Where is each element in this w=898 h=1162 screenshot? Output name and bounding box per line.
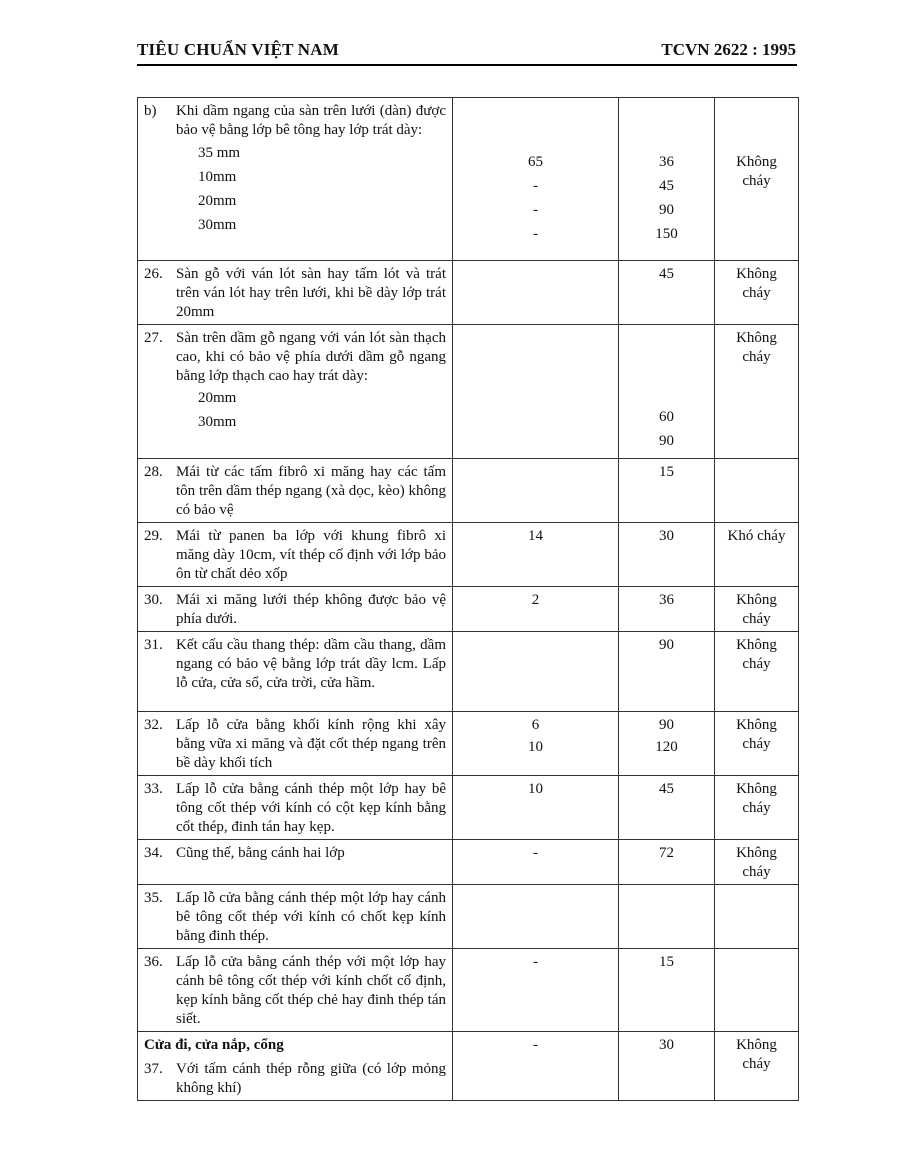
- item-number: 37.: [144, 1061, 163, 1077]
- item-number: 27.: [144, 330, 163, 346]
- table-row: [138, 523, 799, 587]
- description-cell: [138, 325, 453, 459]
- flammability-cell: Không cháy: [715, 587, 799, 632]
- flammability-cell: Khó cháy: [715, 523, 799, 587]
- table-row: [138, 632, 799, 712]
- item-text: Khi dầm ngang của sàn trên lưới (dàn) được bảo vệ bằng lớp bê tông hay lớp trát dày:: [176, 103, 446, 138]
- table-row: [138, 885, 799, 949]
- flammability-cell: Không cháy: [715, 840, 799, 885]
- value-cell: 72: [619, 840, 715, 885]
- table-row: [138, 1032, 799, 1101]
- flammability-cell: Không cháy: [715, 632, 799, 712]
- header-title: TIÊU CHUẨN VIỆT NAM: [137, 40, 340, 59]
- header-rule: [137, 64, 797, 66]
- value-cell: 15: [619, 949, 715, 1032]
- item-number: 34.: [144, 845, 163, 861]
- description-cell: [138, 885, 453, 949]
- table-row: [138, 261, 799, 325]
- table-row: [138, 840, 799, 885]
- value-cell: 90: [619, 632, 715, 712]
- item-number: 26.: [144, 266, 163, 282]
- item-number: 31.: [144, 637, 163, 653]
- table-row: [138, 712, 799, 776]
- value-cell: 36: [619, 587, 715, 632]
- value: 10: [528, 739, 543, 755]
- value: 150: [655, 226, 678, 242]
- value: 90: [659, 717, 674, 733]
- description-cell: [138, 1032, 453, 1101]
- value-cell: [453, 885, 619, 949]
- item-text: Mái từ các tấm fibrô xi măng hay các tấm tôn trên dầm thép ngang (xà dọc, kèo) không có bảo vệ: [176, 464, 446, 518]
- value-cell: [453, 712, 619, 776]
- sub-item: 30mm: [198, 217, 237, 233]
- item-text: Mái từ panen ba lớp với khung fibrô xi măng dày 10cm, vít thép cố định với lớp bảo ôn từ chất dẻo xốp: [176, 528, 446, 582]
- value: 60: [659, 409, 674, 425]
- value-cell: [453, 261, 619, 325]
- item-text: Sàn trên dầm gỗ ngang với ván lót sàn thạch cao, khi có bảo vệ phía dưới dầm gỗ ngang bằng lớp thạch cao hay trát dày:: [176, 330, 446, 384]
- value-cell: 2: [453, 587, 619, 632]
- flammability-cell: [715, 949, 799, 1032]
- item-text: Sàn gỗ với ván lót sàn hay tấm lót và trát trên ván lót hay trên lưới, khi bề dày lớp trát 20mm: [176, 266, 446, 320]
- item-text: Cũng thế, bằng cánh hai lớp: [176, 845, 345, 861]
- sub-item: 20mm: [198, 390, 237, 406]
- value-cell: [619, 325, 715, 459]
- value-cell: 14: [453, 523, 619, 587]
- table-row: [138, 459, 799, 523]
- table-row: [138, 776, 799, 840]
- section-heading: Cửa đi, cửa nắp, cổng: [144, 1037, 284, 1053]
- item-number: 35.: [144, 890, 163, 906]
- value: -: [533, 202, 538, 218]
- description-cell: [138, 632, 453, 712]
- value-cell: [453, 632, 619, 712]
- item-number: 28.: [144, 464, 163, 480]
- value: -: [533, 226, 538, 242]
- item-number: 30.: [144, 592, 163, 608]
- value-cell: 45: [619, 261, 715, 325]
- flammability-cell: [715, 98, 799, 261]
- value-cell: [619, 712, 715, 776]
- flammability-value: Không cháy: [736, 154, 777, 189]
- flammability-cell: Không cháy: [715, 712, 799, 776]
- value-cell: -: [453, 1032, 619, 1101]
- item-text: Lấp lỗ cửa bằng khối kính rộng khi xây bằng vữa xi măng và đặt cốt thép ngang trên bề dày khối tích: [176, 717, 446, 771]
- sub-item: 10mm: [198, 169, 237, 185]
- item-text: Mái xi măng lưới thép không được bảo vệ phía dưới.: [176, 592, 446, 627]
- value-cell: -: [453, 949, 619, 1032]
- flammability-cell: [715, 885, 799, 949]
- value: 90: [659, 202, 674, 218]
- description-cell: [138, 587, 453, 632]
- item-text: Lấp lỗ cửa bằng cánh thép với một lớp hay cánh bê tông cốt thép với kính chốt cố định, kẹp kính bằng cốt thép chẻ hay đinh thép tán siết.: [176, 954, 446, 1027]
- table-row: [138, 98, 799, 261]
- flammability-cell: Không cháy: [715, 1032, 799, 1101]
- item-text: Lấp lỗ cửa bằng cánh thép một lớp hay cánh bê tông cốt thép với kính có chốt kẹp kính bằng đinh thép.: [176, 890, 446, 944]
- value: 120: [655, 739, 678, 755]
- sub-item: 20mm: [198, 193, 237, 209]
- value-cell: [453, 98, 619, 261]
- item-number: 29.: [144, 528, 163, 544]
- value: 90: [659, 433, 674, 449]
- item-text: Kết cấu cầu thang thép: dầm cầu thang, dầm ngang có bảo vệ bằng lớp trát dầy lcm. Lấp lỗ cửa, cửa sổ, cửa trời, cửa hầm.: [176, 637, 446, 691]
- description-cell: [138, 776, 453, 840]
- value: -: [533, 178, 538, 194]
- value-cell: 15: [619, 459, 715, 523]
- value: 6: [531, 717, 540, 733]
- description-cell: [138, 949, 453, 1032]
- description-cell: [138, 98, 453, 261]
- table-row: [138, 325, 799, 459]
- flammability-cell: Không cháy: [715, 776, 799, 840]
- description-cell: [138, 459, 453, 523]
- value-cell: 10: [453, 776, 619, 840]
- table-row: [138, 949, 799, 1032]
- item-number: 36.: [144, 954, 163, 970]
- description-cell: [138, 523, 453, 587]
- item-number: b): [144, 103, 157, 119]
- value-cell: [453, 325, 619, 459]
- header-code: TCVN 2622 : 1995: [661, 40, 796, 59]
- item-text: Lấp lỗ cửa bằng cánh thép một lớp hay bê tông cốt thép với kính có cột kẹp kính bằng cốt thép, đinh tán hay kẹp.: [176, 781, 446, 835]
- fire-resistance-table: [137, 97, 799, 1101]
- sub-item: 35 mm: [198, 145, 241, 161]
- value: 45: [659, 178, 674, 194]
- value-cell: [619, 98, 715, 261]
- value-cell: [619, 885, 715, 949]
- description-cell: [138, 712, 453, 776]
- value-cell: 45: [619, 776, 715, 840]
- value: 36: [659, 154, 674, 170]
- description-cell: [138, 840, 453, 885]
- item-text: Với tấm cánh thép rỗng giữa (có lớp mỏng không khí): [176, 1061, 446, 1096]
- flammability-cell: [715, 459, 799, 523]
- item-number: 33.: [144, 781, 163, 797]
- table-row: [138, 587, 799, 632]
- flammability-cell: Không cháy: [715, 325, 799, 459]
- value: 65: [528, 154, 543, 170]
- sub-item: 30mm: [198, 414, 237, 430]
- value-cell: 30: [619, 1032, 715, 1101]
- description-cell: [138, 261, 453, 325]
- value-cell: 30: [619, 523, 715, 587]
- value-cell: -: [453, 840, 619, 885]
- item-number: 32.: [144, 717, 163, 733]
- value-cell: [453, 459, 619, 523]
- flammability-cell: Không cháy: [715, 261, 799, 325]
